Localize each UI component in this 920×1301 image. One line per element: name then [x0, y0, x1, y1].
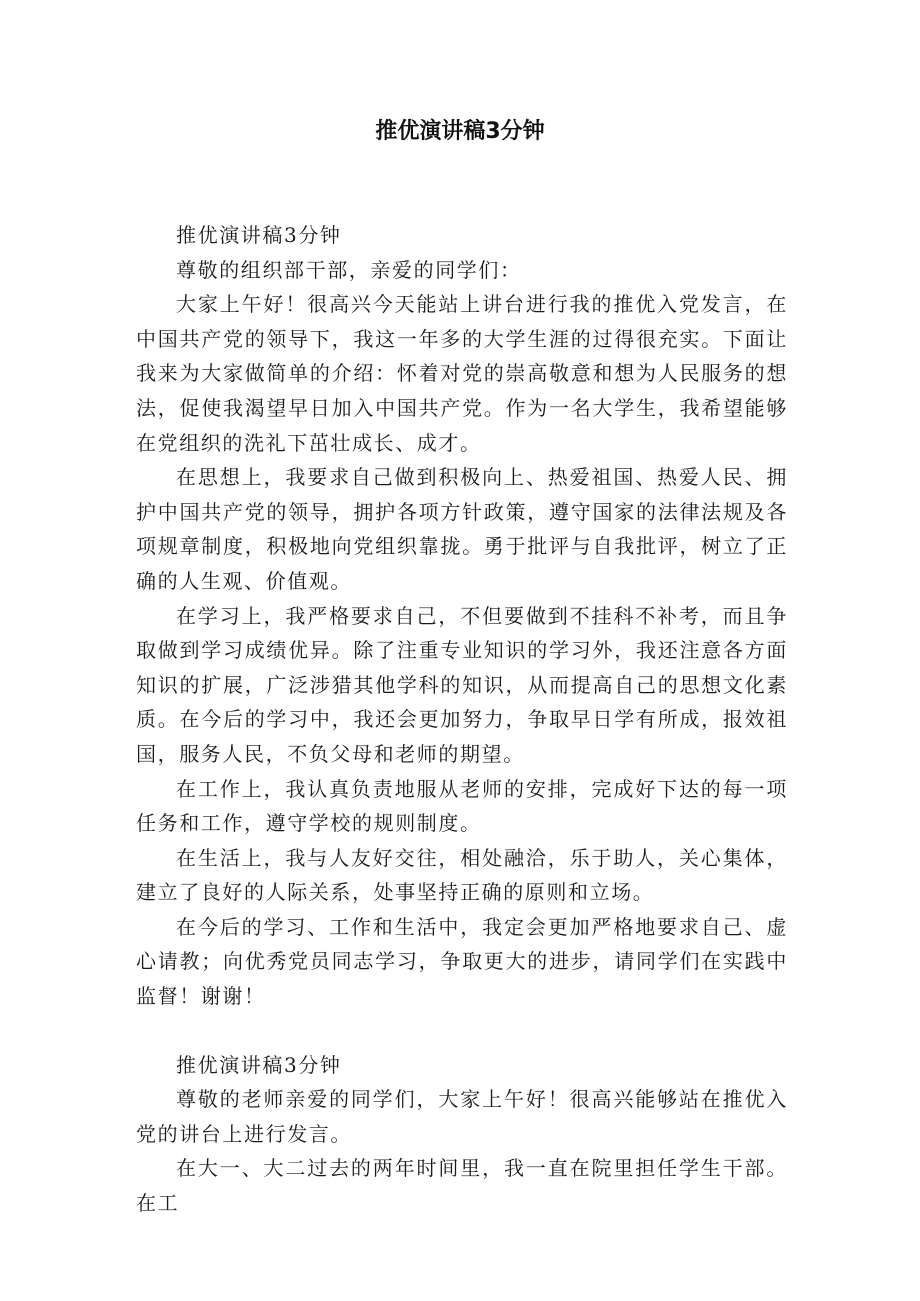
body-paragraph: 在今后的学习、工作和生活中，我定会更加严格地要求自己、虚心请教；向优秀党员同志学习，争取更大的进步，请同学们在实践中监督！谢谢！ [136, 914, 788, 1009]
greeting-line: 尊敬的组织部干部，亲爱的同学们： [176, 257, 522, 282]
body-paragraph: 在生活上，我与人友好交往，相处融洽，乐于助人，关心集体，建立了良好的人际关系，处事坚持正确的原则和立场。 [136, 845, 788, 905]
section-heading: 推优演讲稿3分钟 [176, 223, 342, 247]
section-heading: 推优演讲稿3分钟 [176, 1052, 342, 1077]
body-paragraph: 在学习上，我严格要求自己，不但要做到不挂科不补考，而且争取做到学习成绩优异。除了注重专业知识的学习外，我还注意各方面知识的扩展，广泛涉猎其他学科的知识，从而提高自己的思想文化素质。在今后的学习中，我还会更加努力，争取早日学有所成，报效祖国，服务人民，不负父母和老师的期望。 [136, 603, 788, 766]
document-body [136, 218, 788, 1221]
body-paragraph: 在大一、大二过去的两年时间里，我一直在院里担任学生干部。在工 [136, 1156, 788, 1216]
body-paragraph: 在思想上，我要求自己做到积极向上、热爱祖国、热爱人民、拥护中国共产党的领导，拥护各项方针政策，遵守国家的法律法规及各项规章制度，积极地向党组织靠拢。勇于批评与自我批评，树立了正确的人生观、价值观。 [136, 465, 788, 593]
section-spacer [136, 1014, 788, 1048]
body-paragraph: 在工作上，我认真负责地服从老师的安排，完成好下达的每一项任务和工作，遵守学校的规则制度。 [136, 776, 788, 836]
page-title: 推优演讲稿3分钟 [375, 119, 545, 144]
body-paragraph: 大家上午好！很高兴今天能站上讲台进行我的推优入党发言，在中国共产党的领导下，我这一年多的大学生涯的过得很充实。下面让我来为大家做简单的介绍：怀着对党的崇高敬意和想为人民服务的想法，促使我渴望早日加入中国共产党。作为一名大学生，我希望能够在党组织的洗礼下茁壮成长、成才。 [136, 292, 788, 455]
body-paragraph: 尊敬的老师亲爱的同学们，大家上午好！很高兴能够站在推优入党的讲台上进行发言。 [136, 1087, 788, 1146]
